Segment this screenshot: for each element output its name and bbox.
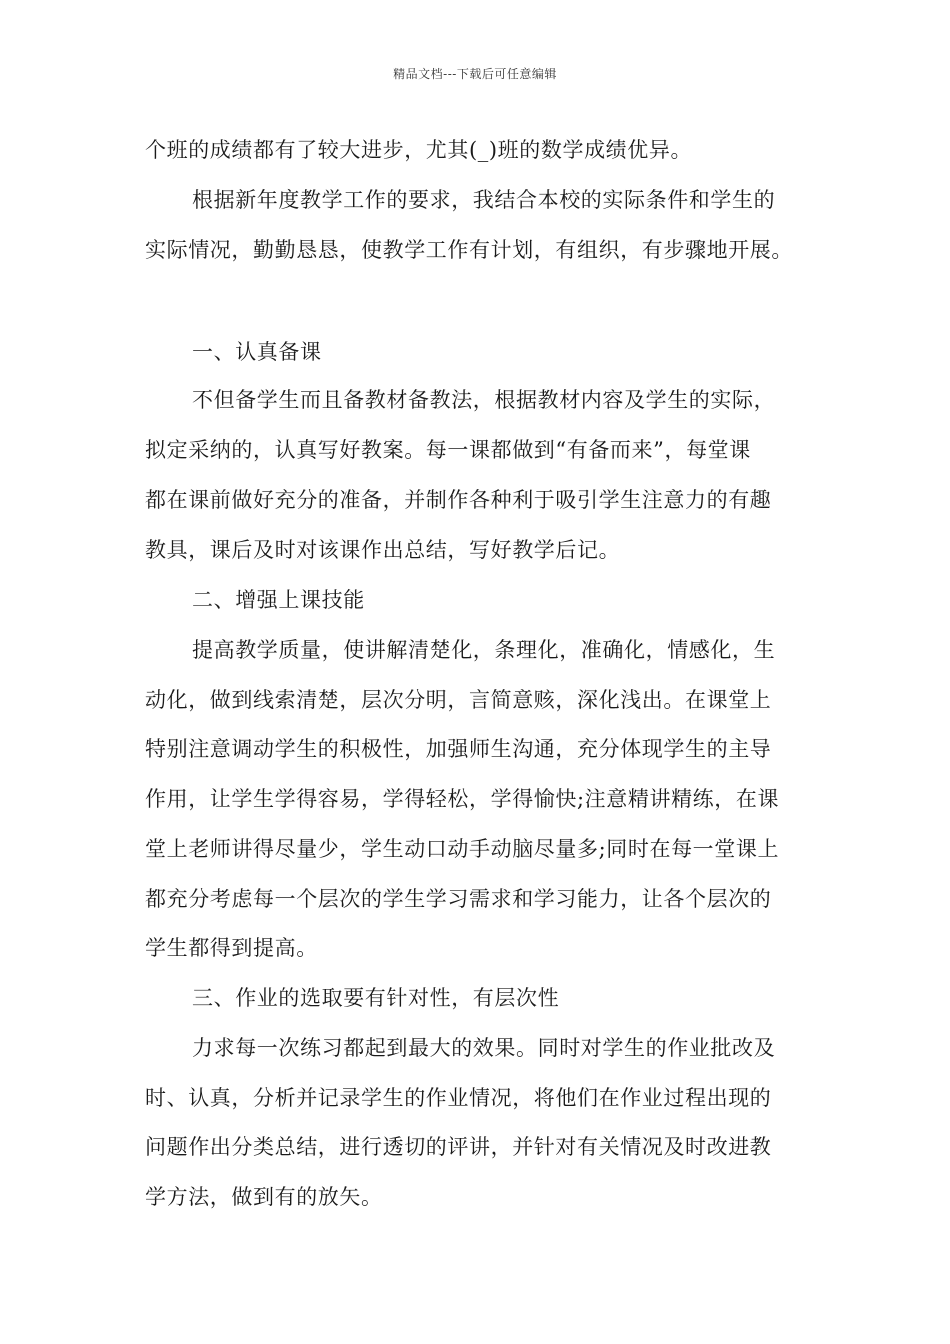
page-header: 精品文档---下载后可任意编辑 [393,67,557,81]
section-heading: 一、认真备课 [192,340,322,364]
paragraph-line: 堂上老师讲得尽量少，学生动口动手动脑尽量多;同时在每一堂课上 [145,837,780,861]
paragraph-line: 实际情况，勤勤恳恳，使教学工作有计划，有组织，有步骤地开展。 [145,238,793,262]
paragraph-line: 都在课前做好充分的准备，并制作各种利于吸引学生注意力的有趣 [145,488,772,512]
paragraph-line: 特别注意调动学生的积极性，加强师生沟通，充分体现学生的主导 [145,737,772,761]
paragraph-line: 学方法，做到有的放矢。 [145,1185,383,1209]
paragraph-line: 问题作出分类总结，进行透切的评讲，并针对有关情况及时改进教 [145,1135,772,1159]
section-heading: 三、作业的选取要有针对性，有层次性 [192,986,560,1010]
paragraph-line: 教具，课后及时对该课作出总结，写好教学后记。 [145,538,621,562]
paragraph-line: 学生都得到提高。 [145,936,318,960]
paragraph-line: 动化，做到线索清楚，层次分明，言简意赅，深化浅出。在课堂上 [145,688,772,712]
paragraph-line: 提高教学质量，使讲解清楚化，条理化，准确化，情感化，生 [192,638,776,662]
paragraph-line: 根据新年度教学工作的要求，我结合本校的实际条件和学生的 [192,188,776,212]
paragraph-line: 拟定采纳的，认真写好教案。每一课都做到“有备而来”，每堂课 [145,438,751,462]
paragraph-line: 力求每一次练习都起到最大的效果。同时对学生的作业批改及 [192,1036,776,1060]
paragraph-line: 作用，让学生学得容易，学得轻松，学得愉快;注意精讲精练，在课 [145,787,780,811]
section-heading: 二、增强上课技能 [192,588,365,612]
paragraph-line: 不但备学生而且备教材备教法，根据教材内容及学生的实际， [192,388,776,412]
paragraph-line: 个班的成绩都有了较大进步，尤其(_)班的数学成绩优异。 [145,138,693,162]
paragraph-line: 时、认真，分析并记录学生的作业情况，将他们在作业过程出现的 [145,1086,772,1110]
paragraph-line: 都充分考虑每一个层次的学生学习需求和学习能力，让各个层次的 [145,887,772,911]
